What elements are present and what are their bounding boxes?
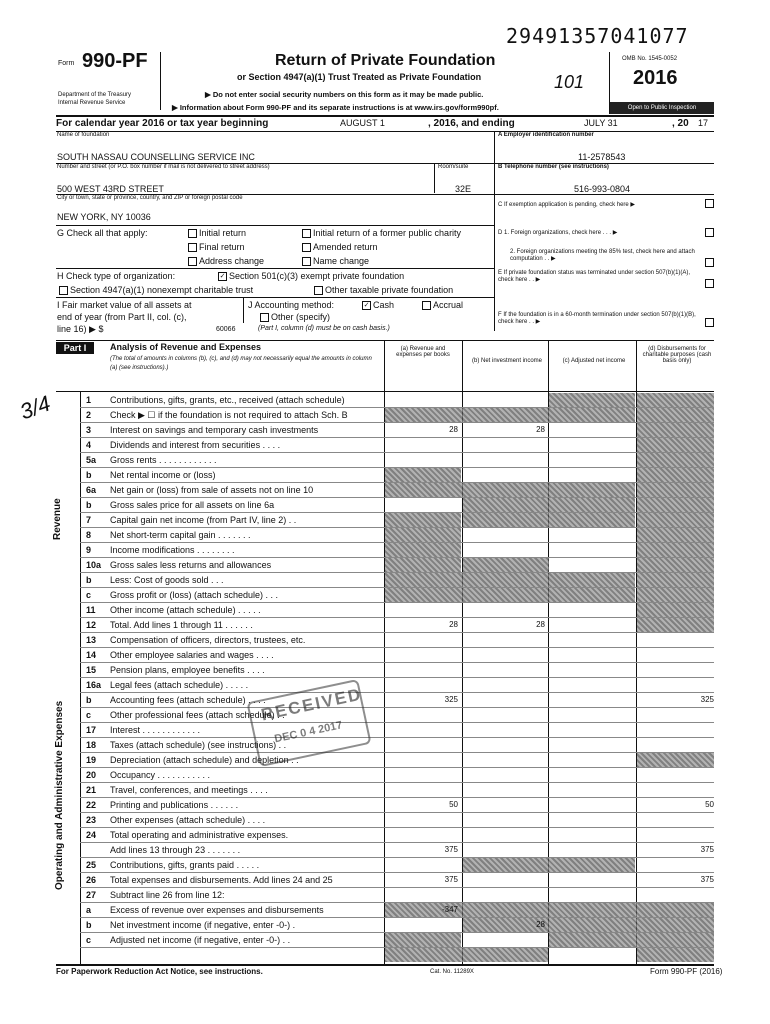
row-description: Total operating and administrative expenses. bbox=[110, 830, 289, 840]
row-number: 9 bbox=[86, 545, 92, 555]
open-public-badge: Open to Public Inspection bbox=[610, 102, 714, 114]
calendar-mid: , 2016, and ending bbox=[428, 118, 515, 129]
row-description: Net gain or (loss) from sale of assets not on line 10 bbox=[110, 485, 314, 495]
h-other-taxable[interactable]: Other taxable private foundation bbox=[312, 285, 453, 295]
col-d-value[interactable]: 325 bbox=[700, 695, 714, 704]
ein-label: A Employer identification number bbox=[498, 132, 594, 138]
table-row bbox=[0, 408, 770, 423]
table-row bbox=[0, 468, 770, 483]
g-initial-return[interactable]: Initial return bbox=[186, 228, 246, 238]
row-description: Net short-term capital gain . . . . . . . bbox=[110, 530, 251, 540]
calendar-yy: 17 bbox=[698, 118, 709, 128]
row-description: Gross profit or (loss) (attach schedule) . . . bbox=[110, 590, 279, 600]
row-description: Total expenses and disbursements. Add lines 24 and 25 bbox=[110, 875, 333, 885]
row-description: Check ▶ ☐ if the foundation is not required to attach Sch. B bbox=[110, 410, 348, 420]
j-other[interactable]: Other (specify) bbox=[258, 312, 330, 322]
table-row bbox=[0, 753, 770, 768]
row-description: Taxes (attach schedule) (see instructions) . . bbox=[110, 740, 287, 750]
form-name: 990-PF bbox=[82, 50, 148, 72]
row-number: b bbox=[86, 500, 92, 510]
g-initial-former[interactable]: Initial return of a former public charity bbox=[300, 228, 461, 238]
row-number: 2 bbox=[86, 410, 92, 420]
table-row bbox=[0, 768, 770, 783]
col-b-value[interactable]: 28 bbox=[536, 920, 545, 929]
row-number: 3 bbox=[86, 425, 92, 435]
row-description: Other professional fees (attach schedule) . . bbox=[110, 710, 285, 720]
table-row bbox=[0, 708, 770, 723]
row-number: 25 bbox=[86, 860, 97, 870]
footer-paperwork: For Paperwork Reduction Act Notice, see instructions. bbox=[56, 967, 263, 976]
row-number: 27 bbox=[86, 890, 97, 900]
col-b-value[interactable]: 28 bbox=[536, 425, 545, 434]
org-room: 32E bbox=[455, 184, 472, 194]
handwritten-side: 3/4 bbox=[16, 390, 54, 425]
col-d-value[interactable]: 375 bbox=[700, 875, 714, 884]
exempt-checkbox[interactable] bbox=[705, 199, 714, 208]
revenue-side-label: Revenue bbox=[52, 498, 63, 540]
row-description: Income modifications . . . . . . . . bbox=[110, 545, 235, 555]
row-description: Excess of revenue over expenses and disbursements bbox=[110, 905, 324, 915]
table-row bbox=[0, 543, 770, 558]
phone-label: B Telephone number (see instructions) bbox=[498, 164, 609, 170]
row-description: Net investment income (if negative, enter -0-) . bbox=[110, 920, 296, 930]
table-row bbox=[0, 573, 770, 588]
row-number: 4 bbox=[86, 440, 92, 450]
row-description: Gross sales price for all assets on line 6a bbox=[110, 500, 275, 510]
table-row bbox=[0, 558, 770, 573]
notice-info: ▶ Information about Form 990-PF and its separate instructions is at www.irs.gov/form990pf. bbox=[172, 103, 499, 112]
row-number: b bbox=[86, 695, 92, 705]
row-number: 24 bbox=[86, 830, 97, 840]
calendar-begin: AUGUST 1 bbox=[340, 118, 385, 128]
table-row bbox=[0, 513, 770, 528]
g-final-return[interactable]: Final return bbox=[186, 242, 245, 252]
i-line-1: I Fair market value of all assets at bbox=[57, 300, 192, 310]
col-a-value[interactable]: 50 bbox=[449, 800, 458, 809]
footer-cat: Cat. No. 11289X bbox=[430, 969, 474, 975]
row-number: a bbox=[86, 905, 92, 915]
row-description: Contributions, gifts, grants paid . . . . . bbox=[110, 860, 260, 870]
calendar-prefix: For calendar year 2016 or tax year beginning bbox=[56, 118, 269, 129]
table-row bbox=[0, 453, 770, 468]
row-number: 23 bbox=[86, 815, 97, 825]
table-row bbox=[0, 423, 770, 438]
table-row bbox=[0, 933, 770, 948]
row-description: Legal fees (attach schedule) . . . . . bbox=[110, 680, 249, 690]
shade-27c bbox=[385, 948, 548, 962]
expenses-side-label: Operating and Administrative Expenses bbox=[54, 700, 65, 890]
row-number: 18 bbox=[86, 740, 97, 750]
scan-number: 29491357041077 bbox=[506, 24, 689, 48]
col-d-value[interactable]: 50 bbox=[705, 800, 714, 809]
row-number: 15 bbox=[86, 665, 97, 675]
row-description: Net rental income or (loss) bbox=[110, 470, 216, 480]
table-row bbox=[0, 678, 770, 693]
row-description: Interest on savings and temporary cash investments bbox=[110, 425, 319, 435]
d1-checkbox[interactable] bbox=[705, 228, 714, 237]
row-number: b bbox=[86, 575, 92, 585]
row-number: c bbox=[86, 710, 92, 720]
row-description: Pension plans, employee benefits . . . . bbox=[110, 665, 265, 675]
handwritten-code: 101 bbox=[554, 72, 585, 92]
row-number: b bbox=[86, 920, 92, 930]
row-description: Other income (attach schedule) . . . . . bbox=[110, 605, 261, 615]
table-row bbox=[0, 738, 770, 753]
h-501c3[interactable]: ✓ Section 501(c)(3) exempt private foundation bbox=[219, 271, 405, 281]
j-label: J Accounting method: bbox=[248, 300, 335, 310]
row-description: Depreciation (attach schedule) and depletion . . bbox=[110, 755, 299, 765]
table-row bbox=[0, 483, 770, 498]
d2-checkbox[interactable] bbox=[705, 258, 714, 267]
table-row bbox=[0, 828, 770, 843]
f-text: F If the foundation is in a 60-month termination under section 507(b)(1)(B), check here . . ▶ bbox=[498, 312, 696, 325]
table-row bbox=[0, 588, 770, 603]
omb-number: OMB No. 1545-0052 bbox=[622, 56, 678, 62]
d2-text: 2. Foreign organizations meeting the 85% test, check here and attach computation . . ▶ bbox=[510, 249, 695, 262]
row-number: 19 bbox=[86, 755, 97, 765]
col-b-value[interactable]: 28 bbox=[536, 620, 545, 629]
street-label: Number and street (or P.O. box number if mail is not delivered to street address) bbox=[57, 164, 270, 170]
table-row bbox=[0, 498, 770, 513]
row-number: 6a bbox=[86, 485, 97, 495]
table-row bbox=[0, 918, 770, 933]
fmv-value: 60066 bbox=[216, 326, 236, 333]
calendar-end: JULY 31 bbox=[584, 118, 618, 128]
table-row bbox=[0, 648, 770, 663]
table-row bbox=[0, 438, 770, 453]
row-description: Subtract line 26 from line 12: bbox=[110, 890, 225, 900]
table-row bbox=[0, 663, 770, 678]
table-row bbox=[0, 858, 770, 873]
col-b-header: (b) Net investment income bbox=[471, 358, 543, 364]
row-number: 22 bbox=[86, 800, 97, 810]
table-row bbox=[0, 528, 770, 543]
org-street: 500 WEST 43RD STREET bbox=[57, 184, 164, 194]
notice-ssn: ▶ Do not enter social security numbers on this form as it may be made public. bbox=[205, 90, 484, 99]
row-number: 13 bbox=[86, 635, 97, 645]
row-description: Contributions, gifts, grants, etc., received (attach schedule) bbox=[110, 395, 345, 405]
org-name: SOUTH NASSAU COUNSELLING SERVICE INC bbox=[57, 152, 255, 162]
col-d-header: (d) Disbursements for charitable purposes (cash basis only) bbox=[642, 346, 712, 364]
table-row bbox=[0, 393, 770, 408]
g-name-change[interactable]: Name change bbox=[300, 256, 369, 266]
g-amended-return[interactable]: Amended return bbox=[300, 242, 378, 252]
exempt-label: C If exemption application is pending, check here ▶ bbox=[498, 202, 636, 208]
table-row bbox=[0, 618, 770, 633]
row-description: Less: Cost of goods sold . . . bbox=[110, 575, 224, 585]
e-checkbox[interactable] bbox=[705, 279, 714, 288]
h-4947[interactable]: Section 4947(a)(1) nonexempt charitable trust bbox=[57, 285, 253, 295]
part1-note: (The total of amounts in columns (b), (c), and (d) may not necessarily equal the amounts in column (a) (see instructions).) bbox=[110, 356, 372, 371]
row-number: 20 bbox=[86, 770, 97, 780]
col-a-value[interactable]: 375 bbox=[444, 845, 458, 854]
table-row bbox=[0, 903, 770, 918]
g-address-change[interactable]: Address change bbox=[186, 256, 264, 266]
row-number: 7 bbox=[86, 515, 92, 525]
name-label: Name of foundation bbox=[57, 132, 110, 138]
row-description: Gross rents . . . . . . . . . . . . bbox=[110, 455, 217, 465]
form-label: Form bbox=[58, 60, 75, 67]
form-subtitle: or Section 4947(a)(1) Trust Treated as Private Foundation bbox=[237, 72, 482, 82]
row-number: 11 bbox=[86, 605, 96, 615]
part1-title: Analysis of Revenue and Expenses bbox=[110, 342, 262, 352]
f-checkbox[interactable] bbox=[705, 318, 714, 327]
row-description: Gross sales less returns and allowances bbox=[110, 560, 272, 570]
city-label: City or town, state or province, country, and ZIP or foreign postal code bbox=[57, 195, 243, 201]
row-number: 26 bbox=[86, 875, 97, 885]
row-description: Dividends and interest from securities . . . . bbox=[110, 440, 281, 450]
row-number: 12 bbox=[86, 620, 97, 630]
table-row bbox=[0, 723, 770, 738]
dept-line-1: Department of the Treasury bbox=[58, 92, 132, 98]
j-cash[interactable]: ✓ Cash bbox=[363, 300, 395, 310]
row-description: Interest . . . . . . . . . . . . bbox=[110, 725, 201, 735]
row-number: 14 bbox=[86, 650, 97, 660]
dept-line-2: Internal Revenue Service bbox=[58, 100, 126, 106]
h-label: H Check type of organization: bbox=[57, 271, 176, 281]
row-number: 21 bbox=[86, 785, 97, 795]
org-ein: 11-2578543 bbox=[578, 152, 626, 162]
col-a-value[interactable]: 375 bbox=[444, 875, 458, 884]
col-a-value[interactable]: -347 bbox=[441, 905, 458, 914]
i-line-3: line 16) ▶ $ bbox=[57, 324, 104, 334]
row-description: Add lines 13 through 23 . . . . . . . bbox=[110, 845, 241, 855]
row-number: 1 bbox=[86, 395, 92, 405]
g-label: G Check all that apply: bbox=[57, 228, 148, 238]
row-description: Other expenses (attach schedule) . . . . bbox=[110, 815, 266, 825]
row-description: Printing and publications . . . . . . bbox=[110, 800, 239, 810]
row-number: 17 bbox=[86, 725, 97, 735]
e-text: E If private foundation status was terminated under section 507(b)(1)(A), check here . . ▶ bbox=[498, 270, 691, 283]
tax-year: 2016 bbox=[633, 67, 678, 89]
row-number: c bbox=[86, 935, 92, 945]
table-row bbox=[0, 603, 770, 618]
table-row bbox=[0, 873, 770, 888]
row-number: 10a bbox=[86, 560, 102, 570]
row-description: Other employee salaries and wages . . . . bbox=[110, 650, 274, 660]
received-stamp: RECEIVED DEC 0 4 2017 bbox=[246, 679, 371, 767]
table-row bbox=[0, 888, 770, 903]
row-number: 5a bbox=[86, 455, 97, 465]
row-description: Accounting fees (attach schedule) . . . . bbox=[110, 695, 266, 705]
col-a-header: (a) Revenue and expenses per books bbox=[396, 346, 450, 358]
row-number: 16a bbox=[86, 680, 102, 690]
j-note: (Part I, column (d) must be on cash basis.) bbox=[258, 325, 390, 332]
row-number: c bbox=[86, 590, 92, 600]
d1-text: D 1. Foreign organizations, check here . . . ▶ bbox=[498, 230, 618, 236]
table-row bbox=[0, 783, 770, 798]
i-line-2: end of year (from Part II, col. (c), bbox=[57, 312, 187, 322]
shade-27c-d bbox=[637, 948, 714, 962]
table-row bbox=[0, 798, 770, 813]
org-phone: 516-993-0804 bbox=[574, 184, 631, 194]
row-description: Capital gain net income (from Part IV, line 2) . . bbox=[110, 515, 297, 525]
row-description: Adjusted net income (if negative, enter -0-) . . bbox=[110, 935, 291, 945]
col-a-value[interactable]: 28 bbox=[449, 425, 458, 434]
row-number: b bbox=[86, 470, 92, 480]
row-description: Travel, conferences, and meetings . . . . bbox=[110, 785, 268, 795]
table-row bbox=[0, 633, 770, 648]
row-number: 8 bbox=[86, 530, 92, 540]
table-row bbox=[0, 813, 770, 828]
part1-tag: Part I bbox=[56, 342, 94, 354]
row-description: Total. Add lines 1 through 11 . . . . . . bbox=[110, 620, 253, 630]
row-description: Occupancy . . . . . . . . . . . bbox=[110, 770, 211, 780]
form-title: Return of Private Foundation bbox=[275, 52, 496, 69]
col-a-value[interactable]: 325 bbox=[444, 695, 458, 704]
org-city: NEW YORK, NY 10036 bbox=[57, 212, 151, 222]
table-row bbox=[0, 693, 770, 708]
footer-form: Form 990-PF (2016) bbox=[650, 967, 723, 976]
j-accrual[interactable]: Accrual bbox=[420, 300, 463, 310]
calendar-suffix: , 20 bbox=[672, 118, 689, 129]
col-d-value[interactable]: 375 bbox=[700, 845, 714, 854]
col-c-header: (c) Adjusted net income bbox=[562, 358, 626, 364]
table-row bbox=[0, 843, 770, 858]
room-label: Room/suite bbox=[438, 164, 469, 170]
row-description: Compensation of officers, directors, trustees, etc. bbox=[110, 635, 306, 645]
col-a-value[interactable]: 28 bbox=[449, 620, 458, 629]
